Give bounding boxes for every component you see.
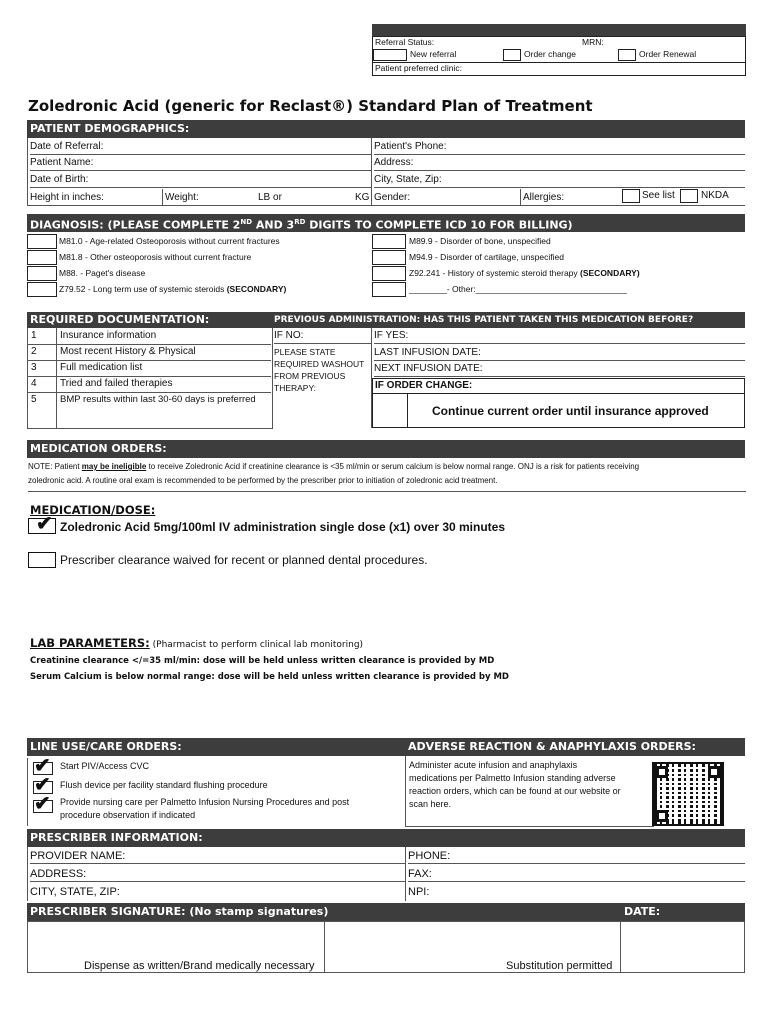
note-line-2: zoledronic acid. A routine oral exam is recommended to be performed by the prescriber prior to initiation of zoledronic acid treatment.: [28, 476, 498, 485]
new-referral-label: New referral: [410, 49, 457, 59]
dispense-as-written-label: Dispense as written/Brand medically necessary: [84, 960, 315, 972]
continue-order-checkbox[interactable]: [372, 393, 408, 428]
substitution-permitted-label: Substitution permitted: [506, 960, 613, 972]
weight-divider: [371, 189, 372, 205]
required-doc-number: 1: [31, 330, 37, 341]
prescriber-city-field[interactable]: CITY, STATE, ZIP:: [30, 886, 120, 898]
required-doc-number: 5: [31, 394, 37, 405]
diagnosis-code: M88. - Paget's disease: [59, 268, 146, 278]
city-state-zip-field[interactable]: City, State, Zip:: [374, 173, 745, 188]
lab-parameters-sub: (Pharmacist to perform clinical lab monitoring): [149, 640, 364, 650]
diagnosis-code: [59, 284, 286, 295]
dental-clearance-checkbox[interactable]: [28, 552, 56, 568]
note-line-1: [28, 460, 746, 474]
checkmark-icon: ✔: [34, 755, 51, 777]
required-doc-row: [27, 344, 271, 361]
diagnosis-header-a: DIAGNOSIS: (PLEASE COMPLETE 2: [30, 218, 241, 232]
lab-parameters-title: [30, 636, 363, 650]
diagnosis-right-row[interactable]: [372, 234, 712, 249]
diagnosis-header-b: AND 3: [252, 218, 295, 232]
address-field[interactable]: Address:: [374, 156, 745, 171]
diagnosis-left-row[interactable]: [27, 234, 367, 249]
line-use-item: Flush device per facility standard flushing procedure: [60, 780, 268, 790]
order-change-label: Order change: [524, 49, 576, 59]
patient-name-field[interactable]: Patient Name:: [30, 156, 371, 171]
order-change-checkbox[interactable]: [503, 49, 521, 61]
diagnosis-checkbox[interactable]: [372, 266, 406, 281]
diagnosis-checkbox[interactable]: [27, 266, 57, 281]
required-doc-number: 2: [31, 346, 37, 357]
diagnosis-secondary: (SECONDARY): [226, 284, 287, 294]
diagnosis-checkbox[interactable]: [372, 282, 406, 297]
diagnosis-right-row[interactable]: [372, 250, 712, 265]
prescriber-fax-field[interactable]: FAX:: [408, 867, 745, 882]
if-yes-label: IF YES:: [374, 329, 745, 344]
date-of-birth-field[interactable]: Date of Birth:: [30, 173, 371, 188]
diagnosis-code-text: Z92.241 - History of systemic steroid therapy: [409, 268, 581, 278]
preferred-clinic-label[interactable]: Patient preferred clinic:: [375, 63, 462, 73]
signature-date-label: DATE:: [624, 905, 661, 918]
required-doc-text: Insurance information: [60, 330, 157, 341]
referral-status-label: Referral Status:: [375, 37, 435, 47]
height-divider: [162, 189, 163, 205]
diagnosis-code: M89.9 - Disorder of bone, unspecified: [409, 236, 551, 246]
nkda-checkbox[interactable]: [680, 189, 698, 203]
checkmark-icon: ✔: [36, 513, 53, 535]
mrn-label: MRN:: [582, 37, 604, 47]
prescriber-address-field[interactable]: ADDRESS:: [30, 867, 405, 882]
order-renewal-checkbox[interactable]: [618, 49, 636, 61]
prev-admin-header: PREVIOUS ADMINISTRATION: HAS THIS PATIENT TAKEN THIS MEDICATION BEFORE?: [271, 312, 745, 328]
diagnosis-secondary: (SECONDARY): [580, 268, 640, 278]
signature-date-field[interactable]: [621, 922, 744, 972]
note-ineligible: may be ineligible: [81, 462, 147, 471]
line-use-item: Start PIV/Access CVC: [60, 761, 150, 771]
required-doc-number: 4: [31, 378, 37, 389]
prescriber-divider: [405, 847, 406, 901]
diagnosis-code: [409, 268, 640, 279]
order-change-divider: [372, 393, 745, 394]
diagnosis-checkbox[interactable]: [372, 250, 406, 265]
prescriber-npi-field[interactable]: NPI:: [408, 886, 430, 898]
diagnosis-left-row[interactable]: [27, 266, 367, 281]
medication-orders-header: MEDICATION ORDERS:: [27, 440, 745, 458]
checkmark-icon: ✔: [34, 774, 51, 796]
patient-phone-field[interactable]: Patient's Phone:: [374, 140, 745, 155]
new-referral-checkbox[interactable]: [373, 49, 407, 61]
lab-parameters-header: LAB PARAMETERS:: [30, 636, 150, 650]
if-no-label: IF NO:: [274, 329, 371, 344]
required-doc-row: [27, 360, 271, 377]
prescriber-left-border: [27, 847, 28, 901]
diagnosis-checkbox[interactable]: [27, 282, 57, 297]
diagnosis-sup-rd: RD: [294, 218, 306, 226]
allergies-field[interactable]: Allergies:: [523, 192, 565, 203]
lab-line-calcium: Serum Calcium is below normal range: dose will be held unless written clearance is provided by MD: [30, 672, 509, 682]
last-infusion-date-field[interactable]: LAST INFUSION DATE:: [374, 346, 745, 361]
required-doc-text: Tried and failed therapies: [60, 378, 173, 389]
diagnosis-sup-nd: ND: [240, 218, 253, 226]
prescriber-phone-field[interactable]: PHONE:: [408, 849, 745, 864]
diagnosis-left-row[interactable]: [27, 282, 367, 297]
diagnosis-checkbox[interactable]: [27, 250, 57, 265]
qr-code-icon[interactable]: [652, 762, 724, 826]
diagnosis-code: M81.0 - Age-related Osteoporosis without current fractures: [59, 236, 280, 246]
kg-label: KG: [355, 192, 370, 203]
diagnosis-header: [27, 214, 745, 232]
nkda-label: NKDA: [701, 190, 729, 201]
line-use-header: LINE USE/CARE ORDERS:: [27, 738, 405, 756]
demographics-header: PATIENT DEMOGRAPHICS:: [27, 120, 745, 138]
diagnosis-checkbox[interactable]: [372, 234, 406, 249]
diagnosis-header-c: DIGITS TO COMPLETE ICD 10 FOR BILLING): [305, 218, 573, 232]
if-order-change-label: IF ORDER CHANGE:: [375, 380, 473, 391]
provider-name-field[interactable]: PROVIDER NAME:: [30, 849, 405, 864]
signature-field-substitution[interactable]: [325, 922, 620, 958]
required-docs-header: REQUIRED DOCUMENTATION:: [27, 312, 271, 328]
dose-line: Zoledronic Acid 5mg/100ml IV administration single dose (x1) over 30 minutes: [60, 520, 506, 534]
diagnosis-other-code[interactable]: ________- Other:________________________________: [409, 284, 627, 294]
adverse-reaction-header: ADVERSE REACTION & ANAPHYLAXIS ORDERS:: [405, 738, 745, 756]
weight-field[interactable]: Weight:: [165, 192, 199, 203]
next-infusion-date-field[interactable]: NEXT INFUSION DATE:: [374, 362, 745, 377]
prescriber-info-header: PRESCRIBER INFORMATION:: [27, 829, 745, 847]
order-renewal-label: Order Renewal: [639, 49, 697, 59]
referral-divider: [372, 62, 746, 63]
note-text: to receive Zoledronic Acid if creatinine clearance is <35 ml/min or serum calcium is below normal range. ONJ is a risk for patients receiving: [146, 462, 640, 471]
diagnosis-code-text: Z79.52 - Long term use of systemic steroids: [59, 284, 227, 294]
gender-field[interactable]: Gender:: [374, 192, 411, 203]
note-prefix: NOTE: Patient: [28, 462, 82, 471]
lab-line-creatinine: Creatinine clearance </=35 ml/min: dose will be held unless written clearance is provided by MD: [30, 656, 495, 666]
demographics-mid-divider: [371, 138, 372, 189]
referral-header-bar: [372, 24, 746, 36]
page-title: Zoledronic Acid (generic for Reclast®) Standard Plan of Treatment: [28, 97, 593, 115]
diagnosis-code: M81.8 - Other osteoporosis without current fracture: [59, 252, 252, 262]
signature-field-dispense[interactable]: [28, 922, 324, 958]
required-doc-text: Most recent History & Physical: [60, 346, 196, 357]
lb-or-label: LB or: [258, 192, 282, 203]
qr-corner: [656, 810, 668, 822]
diagnosis-left-row[interactable]: [27, 250, 367, 265]
see-list-checkbox[interactable]: [622, 189, 640, 203]
dental-clearance-label: Prescriber clearance waived for recent or planned dental procedures.: [60, 553, 428, 567]
required-doc-number: 3: [31, 362, 37, 373]
qr-corner: [708, 766, 720, 778]
required-doc-row: [27, 376, 271, 393]
diagnosis-checkbox[interactable]: [27, 234, 57, 249]
required-doc-row: [27, 328, 271, 345]
adverse-reaction-text: Administer acute infusion and anaphylaxis medications per Palmetto Infusion standing adverse reaction orders, which can be found at our website or scan here.: [409, 760, 621, 809]
required-doc-text: BMP results within last 30-60 days is preferred: [60, 394, 256, 405]
washout-label[interactable]: PLEASE STATE REQUIRED WASHOUT FROM PREVIOUS THERAPY:: [274, 347, 365, 393]
date-of-referral-field[interactable]: Date of Referral:: [30, 140, 371, 155]
required-doc-row: [27, 392, 271, 408]
medication-dose-header: MEDICATION/DOSE:: [30, 503, 156, 517]
required-doc-text: Full medication list: [60, 362, 143, 373]
diagnosis-right-row[interactable]: [372, 282, 712, 297]
signature-header: PRESCRIBER SIGNATURE: (No stamp signatures): [27, 903, 745, 921]
line-use-item: Provide nursing care per Palmetto Infusion Nursing Procedures and post procedure observation if indicated: [60, 797, 350, 820]
diagnosis-right-row[interactable]: [372, 266, 712, 281]
continue-order-label: Continue current order until insurance approved: [432, 404, 709, 418]
diagnosis-code: M94.9 - Disorder of cartilage, unspecified: [409, 252, 564, 262]
see-list-label: See list: [642, 190, 675, 201]
gender-divider: [520, 189, 521, 205]
height-field[interactable]: Height in inches:: [30, 192, 104, 203]
checkmark-icon: ✔: [34, 793, 51, 815]
qr-corner: [656, 766, 668, 778]
medication-note: [28, 460, 746, 492]
